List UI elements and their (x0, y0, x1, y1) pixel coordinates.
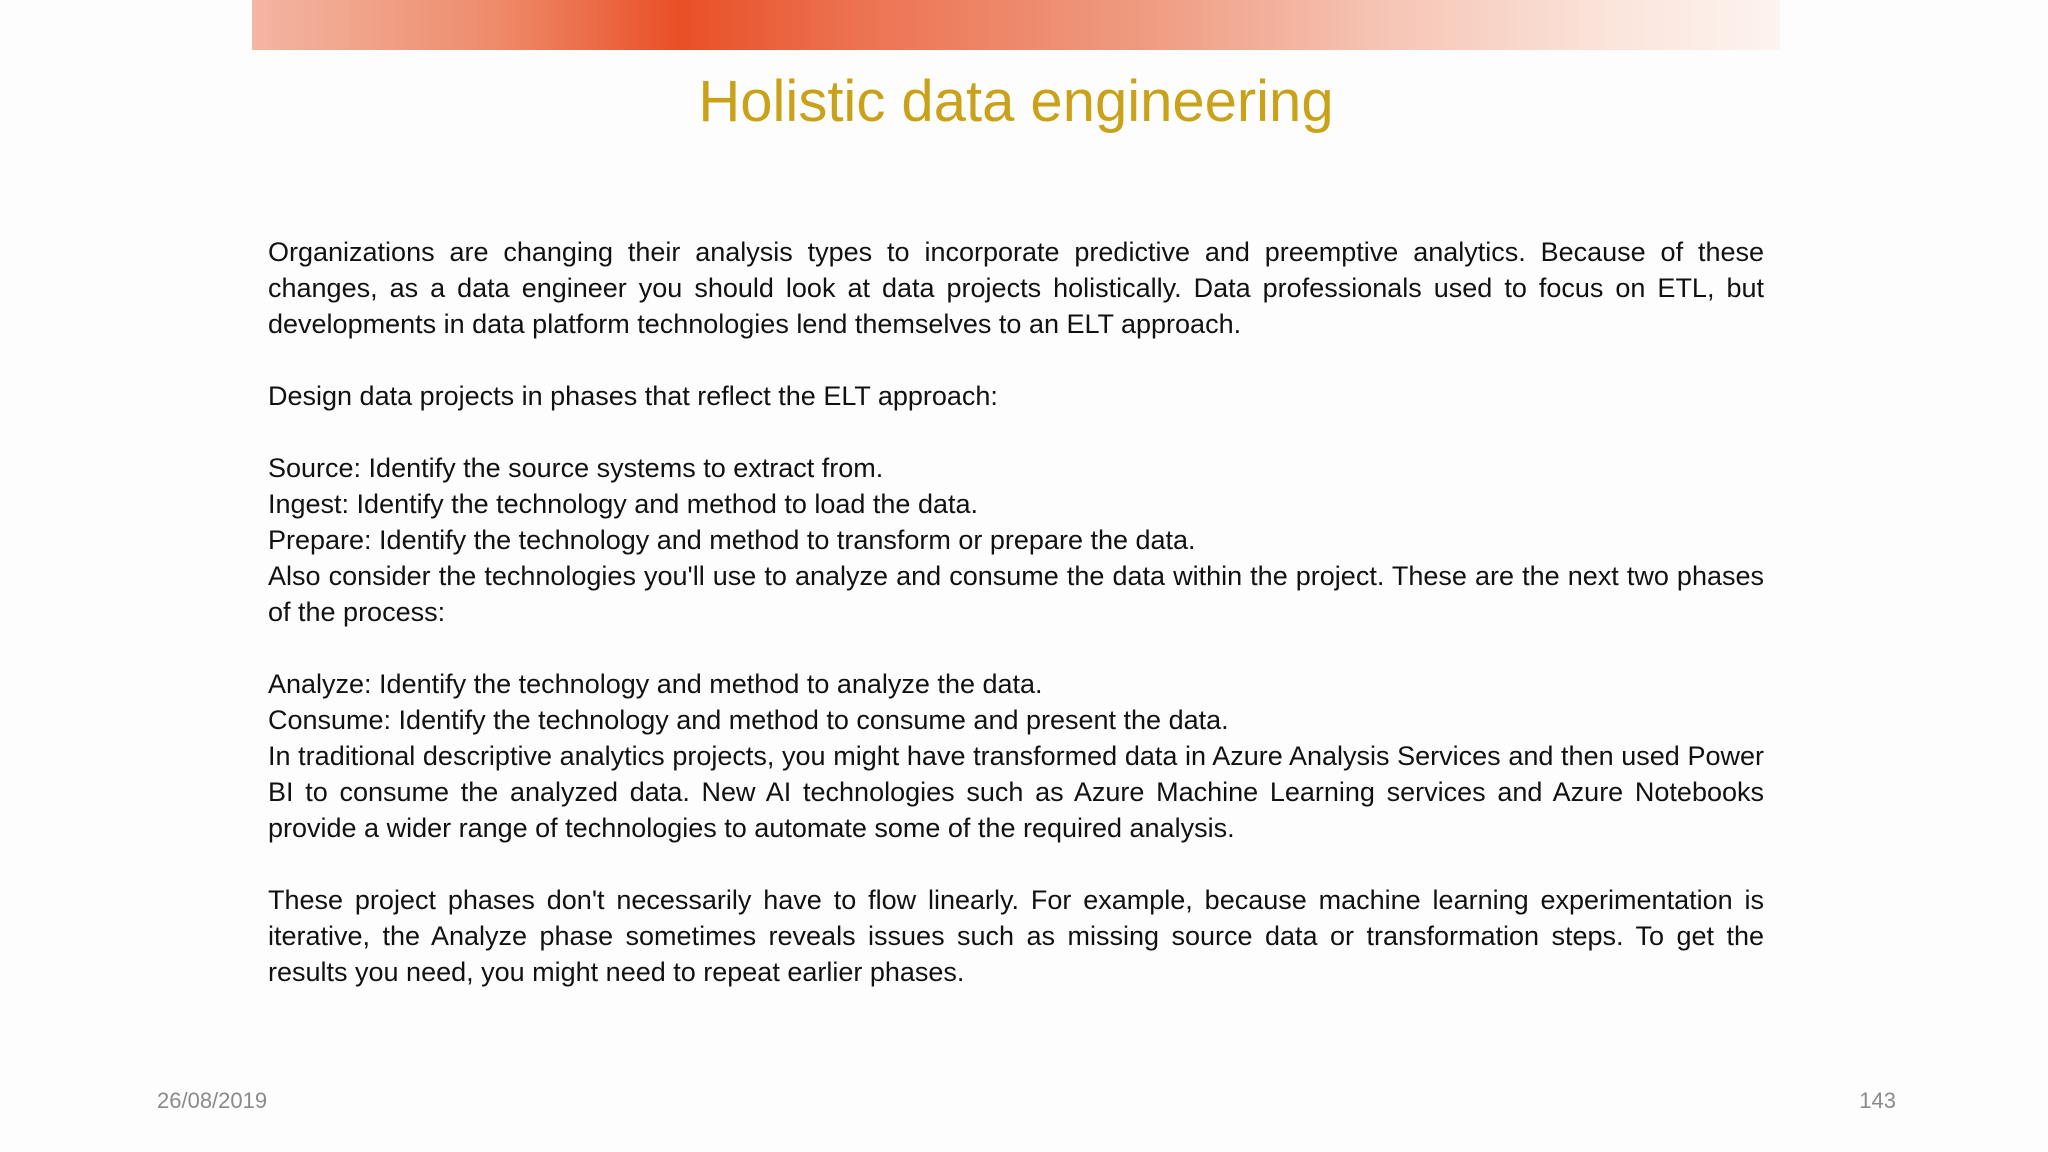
slide-title: Holistic data engineering (698, 69, 1334, 134)
line-source: Source: Identify the source systems to extract from. (268, 453, 884, 483)
line-prepare: Prepare: Identify the technology and method to transform or prepare the data. (268, 525, 1196, 555)
footer-page-number: 143 (1859, 1088, 1896, 1113)
header-gradient-bar (252, 0, 1780, 50)
paragraph-design-phases: Design data projects in phases that reflect the ELT approach: (268, 381, 998, 411)
slide-body (268, 234, 1764, 990)
paragraph-traditional-analytics: In traditional descriptive analytics projects, you might have transformed data in Azure Analysis Services and then used Power BI to consume the analyzed data. New AI technologies such as Azure Machine Learning services and Azure Notebooks provide a wider range of technologies to automate some of the required analysis. (268, 741, 1764, 843)
footer-date: 26/08/2019 (157, 1088, 268, 1113)
line-ingest: Ingest: Identify the technology and method to load the data. (268, 489, 979, 519)
paragraph-intro: Organizations are changing their analysis types to incorporate predictive and preemptive analytics. Because of these changes, as a data engineer you should look at data projects holistically. Data professionals used to focus on ETL, but developments in data platform technologies lend themselves to an ELT approach. (268, 237, 1764, 339)
paragraph-nonlinear-phases: These project phases don't necessarily have to flow linearly. For example, because machine learning experimentation is iterative, the Analyze phase sometimes reveals issues such as missing source data or transformation steps. To get the results you need, you might need to repeat earlier phases. (268, 885, 1764, 987)
line-consume: Consume: Identify the technology and method to consume and present the data. (268, 705, 1229, 735)
paragraph-also-consider: Also consider the technologies you'll use to analyze and consume the data within the project. These are the next two phases of the process: (268, 561, 1764, 627)
line-analyze: Analyze: Identify the technology and method to analyze the data. (268, 669, 1043, 699)
